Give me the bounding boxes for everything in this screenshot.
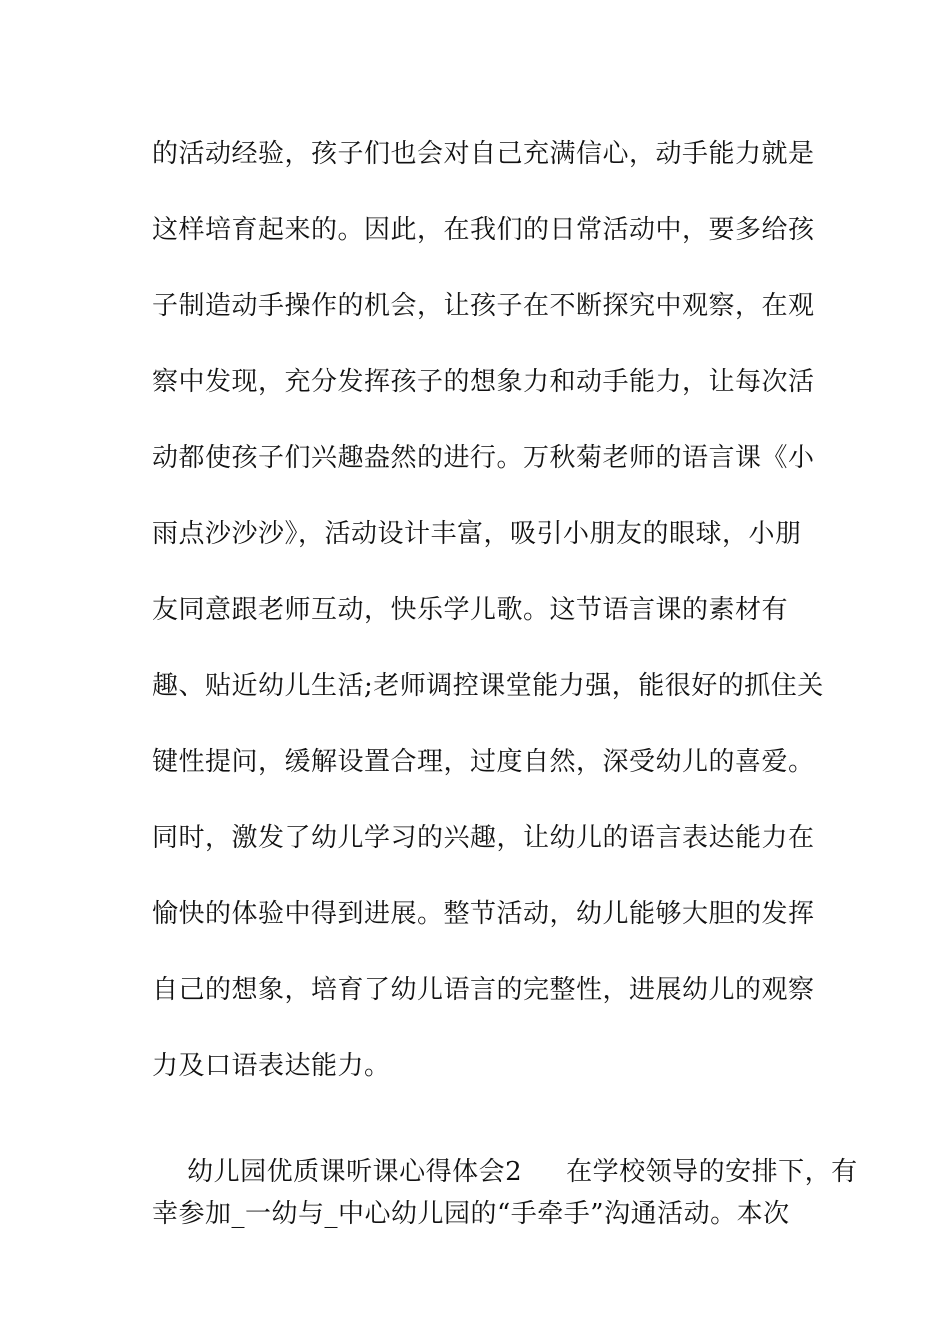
section-intro-text: 在学校领导的安排下，有 [566,1157,858,1187]
paragraph-line: 同时，激发了幼儿学习的兴趣，让幼儿的语言表达能力在 [152,823,815,853]
paragraph-line: 这样培育起来的。因此，在我们的日常活动中，要多给孩 [152,215,815,245]
paragraph-line: 幸参加_一幼与_中心幼儿园的“手牵手”沟通活动。本次 [152,1199,790,1229]
paragraph-line: 趣、贴近幼儿生活;老师调控课堂能力强，能很好的抓住关 [152,671,824,701]
paragraph-line: 愉快的体验中得到进展。整节活动，幼儿能够大胆的发挥 [152,899,815,929]
paragraph-line: 键性提问，缓解设置合理，过度自然，深受幼儿的喜爱。 [152,747,815,777]
section-heading: 幼儿园优质课听课心得体会2 [187,1157,523,1187]
paragraph-line: 友同意跟老师互动，快乐学儿歌。这节语言课的素材有 [152,595,789,625]
paragraph-line: 察中发现，充分发挥孩子的想象力和动手能力，让每次活 [152,367,815,397]
paragraph-line: 子制造动手操作的机会，让孩子在不断探究中观察，在观 [152,291,815,321]
paragraph-line: 自己的想象，培育了幼儿语言的完整性，进展幼儿的观察 [152,975,815,1005]
paragraph-line: 的活动经验，孩子们也会对自己充满信心，动手能力就是 [152,139,815,169]
paragraph-line: 雨点沙沙沙》，活动设计丰富，吸引小朋友的眼球，小朋 [152,519,802,549]
paragraph-line: 动都使孩子们兴趣盎然的进行。万秋菊老师的语言课《小 [152,443,815,473]
paragraph-line: 力及口语表达能力。 [152,1051,391,1081]
